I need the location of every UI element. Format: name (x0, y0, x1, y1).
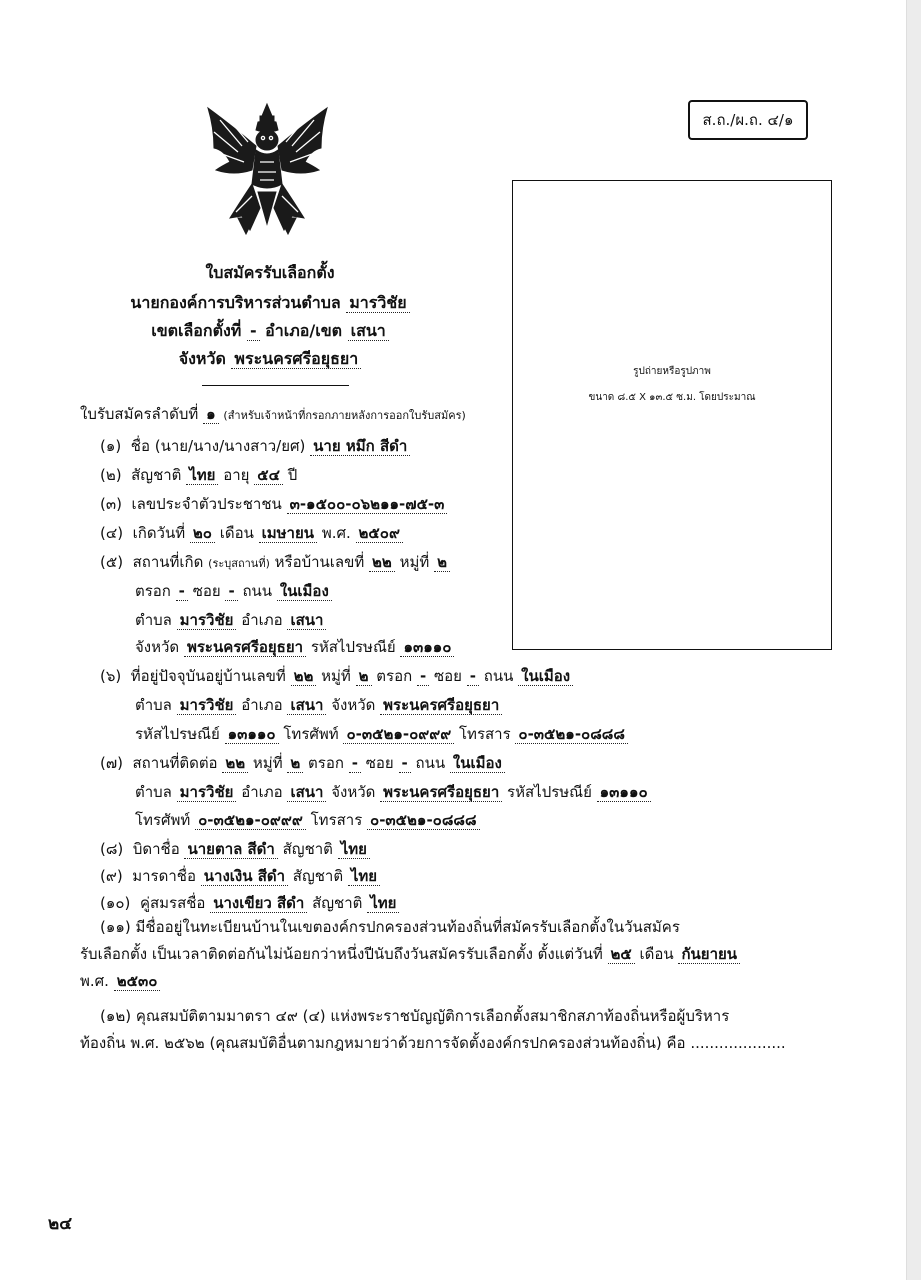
item-8-father: (๘) บิดาชื่อ นายตาล สีดำ สัญชาติ ไทย (100, 839, 370, 859)
item-10-spouse: (๑๐) คู่สมรสชื่อ นางเขียว สีดำ สัญชาติ ไทย (100, 893, 399, 913)
form-title: ใบสมัครรับเลือกตั้ง (205, 263, 335, 282)
item-2-nationality-age: (๒) สัญชาติ ไทย อายุ ๕๔ ปี (100, 466, 298, 484)
item-12-qualification: (๑๒) คุณสมบัติตามมาตรา ๔๙ (๔) แห่งพระราชบัญญัติการเลือกตั้งสมาชิกสภาท้องถิ่นหรือผู้บริหาร ท้องถิ่น พ.ศ. ๒๕๖๒ (คุณสมบัติอื่นตามกฎหมายว่าด้วยการจัดตั้งองค์กรปกครองส่วนท้องถิ่น) คือ .................... (80, 1007, 786, 1052)
photo-size-caption: ขนาด ๘.๕ X ๑๓.๕ ซ.ม. โดยประมาณ (588, 392, 756, 403)
item-4-birthdate: (๔) เกิดวันที่ ๒๐ เดือน เมษายน พ.ศ. ๒๕๐๙ (100, 523, 403, 543)
item-7-contact-address: (๗) สถานที่ติดต่อ ๒๒ หมู่ที่ ๒ ตรอก - ซอย - ถนน ในเมือง (100, 753, 505, 773)
form-code: ส.ถ./ผ.ถ. ๔/๑ (688, 100, 808, 140)
item-5-street: ตรอก - ซอย - ถนน ในเมือง (135, 581, 332, 601)
garuda-emblem (200, 100, 335, 240)
province-line: จังหวัด พระนครศรีอยุธยา (95, 348, 445, 369)
position-line: นายกองค์การบริหารส่วนตำบล มารวิชัย (95, 292, 445, 313)
item-9-mother: (๙) มารดาชื่อ นางเงิน สีดำ สัญชาติ ไทย (100, 866, 380, 886)
item-1-name: (๑) ชื่อ (นาย/นาง/นางสาว/ยศ) นาย หมึก สีดำ (100, 436, 410, 456)
page-number: ๒๔ (48, 1214, 73, 1234)
position-value: มารวิชัย (346, 293, 409, 313)
item-5-birthplace: (๕) สถานที่เกิด (ระบุสถานที่) หรือบ้านเลขที่ ๒๒ หมู่ที่ ๒ (100, 552, 450, 574)
item-3-id-number: (๓) เลขประจำตัวประชาชน ๓-๑๕๐๐-๐๖๒๑๑-๗๕-๓ (100, 494, 447, 514)
item-6-current-address: (๖) ที่อยู่ปัจจุบันอยู่บ้านเลขที่ ๒๒ หมู่ที่ ๒ ตรอก - ซอย - ถนน ในเมือง (100, 666, 573, 686)
item-7-tambon: ตำบล มารวิชัย อำเภอ เสนา จังหวัด พระนครศรีอยุธยา รหัสไปรษณีย์ ๑๓๑๑๐ (135, 782, 651, 802)
photo-box (512, 180, 832, 650)
district-line: เขตเลือกตั้งที่ - อำเภอ/เขต เสนา (95, 320, 445, 341)
item-6-tambon: ตำบล มารวิชัย อำเภอ เสนา จังหวัด พระนครศรีอยุธยา (135, 695, 502, 715)
photo-caption: รูปถ่ายหรือรูปภาพ (633, 366, 711, 377)
item-5-tambon: ตำบล มารวิชัย อำเภอ เสนา (135, 610, 326, 630)
item-5-province: จังหวัด พระนครศรีอยุธยา รหัสไปรษณีย์ ๑๓๑๑๐ (135, 637, 454, 657)
item-6-contact: รหัสไปรษณีย์ ๑๓๑๑๐ โทรศัพท์ ๐-๓๕๒๑-๐๙๙๙ โทรสาร ๐-๓๕๒๑-๐๘๘๘ (135, 724, 628, 744)
item-7-phone: โทรศัพท์ ๐-๓๕๒๑-๐๙๙๙ โทรสาร ๐-๓๕๒๑-๐๘๘๘ (135, 810, 480, 830)
item-11-residence: (๑๑) มีชื่ออยู่ในทะเบียนบ้านในเขตองค์กรปกครองส่วนท้องถิ่นที่สมัครรับเลือกตั้งในวันสมัคร รับเลือกตั้ง เป็นเวลาติดต่อกันไม่น้อยกว่าหนึ่งปีนับถึงวันสมัครรับเลือกตั้ง ตั้งแต่วันที่ ๒๕ เดือน กันยายน พ.ศ. ๒๕๓๐ (80, 914, 795, 995)
sequence-line: ใบรับสมัครลำดับที่ ๑ (สำหรับเจ้าหน้าที่กรอกภายหลังการออกใบรับสมัคร) (80, 405, 466, 423)
page-edge (906, 0, 921, 1280)
title-underline (202, 385, 349, 386)
